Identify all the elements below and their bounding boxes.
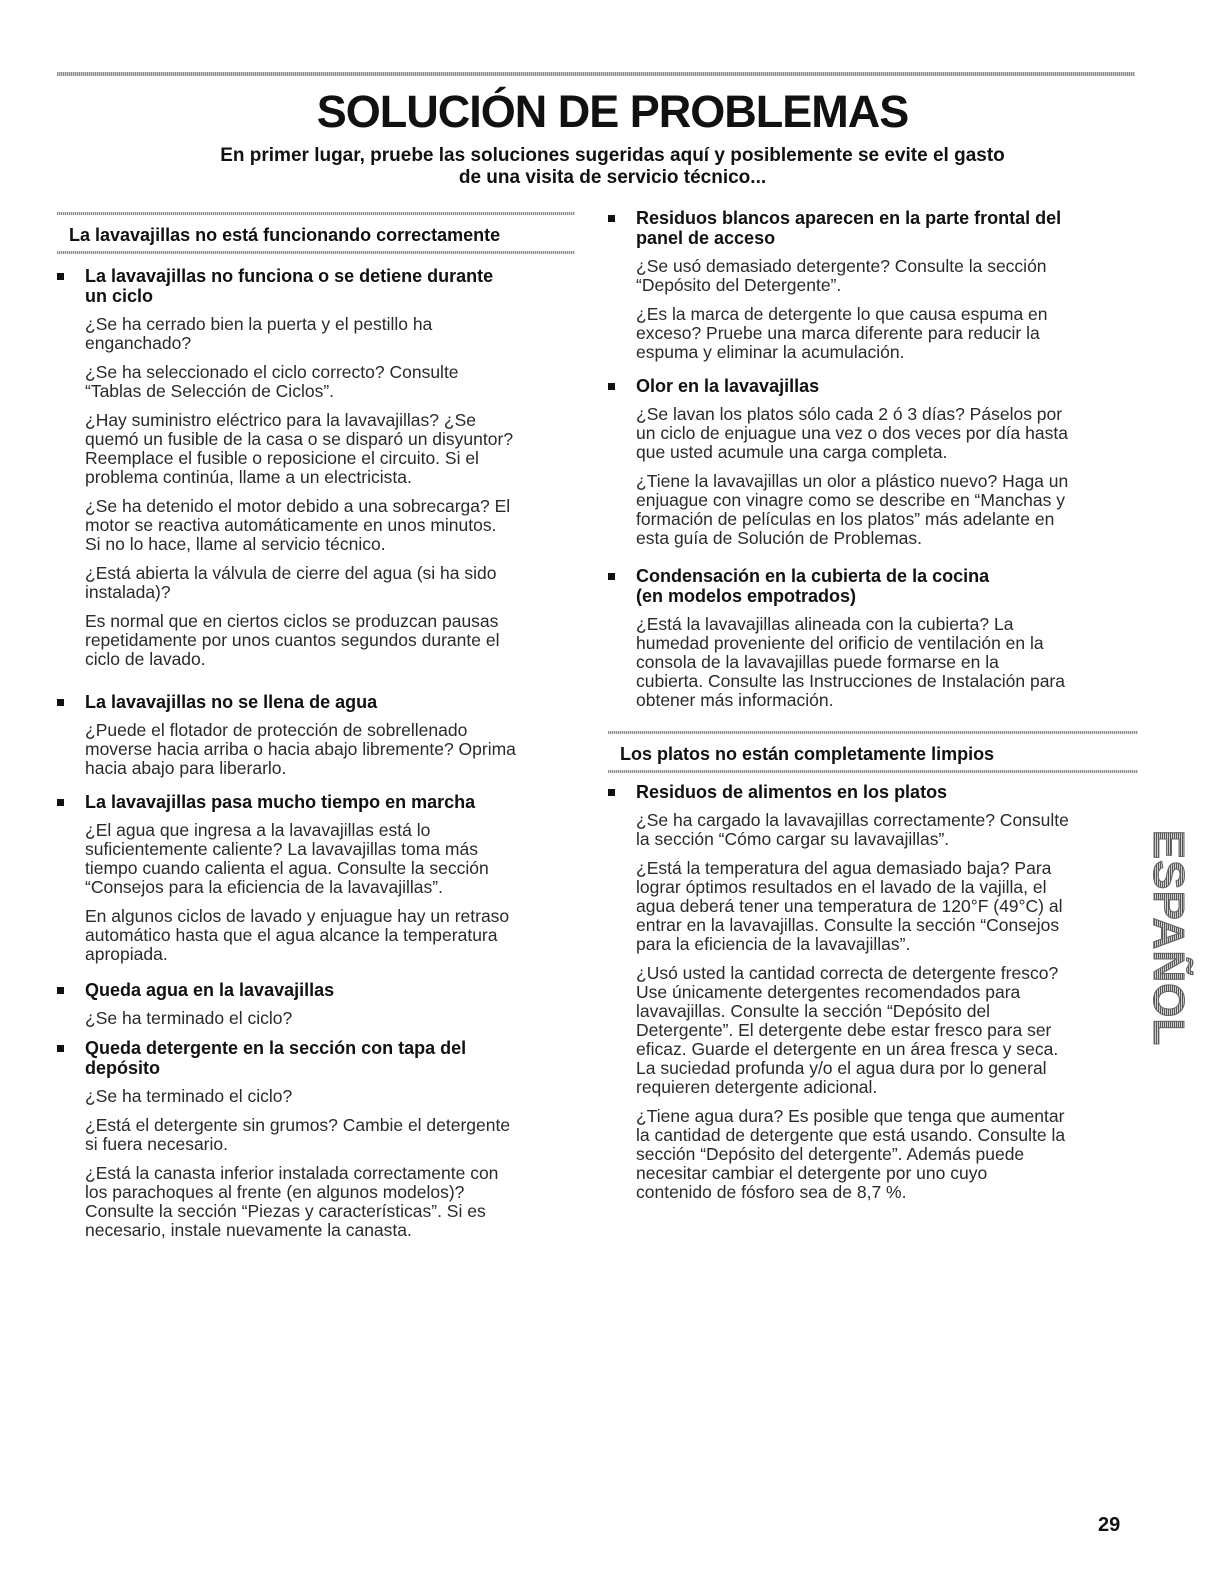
text-line: que usted acumule una carga completa.	[636, 442, 948, 462]
heading-line: Queda detergente en la sección con tapa del	[85, 1038, 467, 1058]
text-line: ¿Tiene agua dura? Es posible que tenga que aumentar	[636, 1106, 1065, 1126]
text-line: un ciclo de enjuague una vez o dos veces por día hasta	[636, 423, 1068, 443]
problem-heading	[85, 980, 575, 1000]
bullet-icon	[57, 799, 64, 806]
text-line: ¿Se lavan los platos sólo cada 2 ó 3 días? Páselos por	[636, 404, 1063, 424]
section-header	[608, 731, 1138, 773]
text-line: ¿Se ha cerrado bien la puerta y el pestillo ha	[85, 314, 433, 334]
bullet-icon	[57, 273, 64, 280]
problem-heading	[85, 692, 575, 712]
problem-item	[608, 376, 1138, 548]
text-line: Reemplace el fusible o reposicione el circuito. Si el	[85, 448, 479, 468]
text-line: consola de la lavavajillas puede formarse en la	[636, 652, 999, 672]
text-line: lavavajillas. Consulte la sección “Depósito del	[636, 1001, 991, 1021]
text-line: apropiada.	[85, 944, 168, 964]
problem-paragraph	[636, 472, 1138, 548]
text-line: “Consejos para la eficiencia de la lavavajillas”.	[85, 877, 443, 897]
problem-paragraph	[85, 411, 575, 487]
text-line: ¿Está la lavavajillas alineada con la cubierta? La	[636, 614, 1014, 634]
text-line: En algunos ciclos de lavado y enjuague hay un retraso	[85, 906, 510, 926]
text-line: tiempo cuando calienta el agua. Consulte la sección	[85, 858, 489, 878]
text-line: suficientemente caliente? La lavavajillas toma más	[85, 839, 478, 859]
text-line: ¿Se usó demasiado detergente? Consulte la sección	[636, 256, 1047, 276]
text-line: obtener más información.	[636, 690, 834, 710]
text-line: motor se reactiva automáticamente en unos minutos.	[85, 515, 497, 535]
problem-paragraph	[636, 811, 1138, 849]
problem-heading	[636, 782, 1138, 802]
problem-item	[608, 782, 1138, 1202]
problem-heading	[85, 792, 575, 812]
problem-heading	[636, 208, 1138, 248]
problem-paragraph	[85, 612, 575, 669]
problem-paragraph	[636, 964, 1138, 1097]
text-line: enjuague con vinagre como se describe en “Manchas y	[636, 490, 1065, 510]
text-line: quemó un fusible de la casa o se disparó un disyuntor?	[85, 429, 514, 449]
language-side-tab	[1143, 830, 1193, 1046]
problem-heading	[636, 566, 1138, 606]
page-number: 29	[1098, 1514, 1121, 1536]
section-title: Los platos no están completamente limpios	[620, 744, 995, 764]
problem-paragraph	[636, 859, 1138, 954]
problem-paragraph	[85, 564, 575, 602]
text-line: eficaz. Guarde el detergente en un área fresca y seca.	[636, 1039, 1059, 1059]
text-line: ¿Está la temperatura del agua demasiado baja? Para	[636, 858, 1052, 878]
text-line: ciclo de lavado.	[85, 649, 206, 669]
problem-paragraph	[85, 315, 575, 353]
text-line: ¿Hay suministro eléctrico para la lavavajillas? ¿Se	[85, 410, 476, 430]
section-rule	[608, 770, 1138, 773]
text-line: lograr óptimos resultados en el lavado de la vajilla, el	[636, 877, 1047, 897]
problem-item	[57, 266, 575, 669]
text-line: si fuera necesario.	[85, 1134, 228, 1154]
problem-paragraph	[636, 305, 1138, 362]
problem-item	[57, 692, 575, 778]
problem-paragraph	[636, 1107, 1138, 1202]
text-line: “Tablas de Selección de Ciclos”.	[85, 381, 335, 401]
heading-line: Residuos blancos aparecen en la parte frontal del	[636, 208, 1062, 228]
text-line: ¿Se ha detenido el motor debido a una sobrecarga? El	[85, 496, 511, 516]
text-line: repetidamente por unos cuantos segundos durante el	[85, 630, 500, 650]
text-line: ¿Se ha seleccionado el ciclo correcto? Consulte	[85, 362, 459, 382]
text-line: Detergente”. El detergente debe estar fresco para ser	[636, 1020, 1052, 1040]
text-line: necesitar cambiar el detergente por uno cuyo	[636, 1163, 988, 1183]
text-line: Es normal que en ciertos ciclos se produzcan pausas	[85, 611, 499, 631]
section-title: La lavavajillas no está funcionando correctamente	[69, 225, 501, 245]
text-line: ¿Está el detergente sin grumos? Cambie el detergente	[85, 1115, 511, 1135]
heading-line: Olor en la lavavajillas	[636, 376, 820, 396]
text-line: la cantidad de detergente que está usando. Consulte la	[636, 1125, 1066, 1145]
text-line: problema continúa, llame a un electricista.	[85, 467, 412, 487]
problem-item	[57, 1038, 575, 1240]
text-line: automático hasta que el agua alcance la temperatura	[85, 925, 498, 945]
heading-line: Residuos de alimentos en los platos	[636, 782, 948, 802]
heading-line: (en modelos empotrados)	[636, 586, 857, 606]
page-subtitle	[100, 145, 1125, 189]
subtitle-line: de una visita de servicio técnico...	[458, 167, 767, 188]
problem-heading	[85, 266, 575, 306]
text-line: ¿Se ha terminado el ciclo?	[85, 1086, 293, 1106]
problem-paragraph	[636, 615, 1138, 710]
text-line: La suciedad profunda y/o el agua dura por lo general	[636, 1058, 1047, 1078]
heading-line: Condensación en la cubierta de la cocina	[636, 566, 990, 586]
text-line: formación de películas en los platos” más adelante en	[636, 509, 1055, 529]
text-line: entrar en la lavavajillas. Consulte la sección “Consejos	[636, 915, 1060, 935]
problem-paragraph	[85, 1164, 575, 1240]
bullet-icon	[57, 987, 64, 994]
text-line: ¿Tiene la lavavajillas un olor a plástico nuevo? Haga un	[636, 471, 1069, 491]
problem-paragraph	[85, 907, 575, 964]
text-line: espuma y eliminar la acumulación.	[636, 342, 905, 362]
text-line: esta guía de Solución de Problemas.	[636, 528, 923, 548]
problem-paragraph	[85, 497, 575, 554]
text-line: ¿Usó usted la cantidad correcta de detergente fresco?	[636, 963, 1059, 983]
bullet-icon	[608, 573, 615, 580]
problem-item	[608, 566, 1138, 710]
bullet-icon	[608, 789, 615, 796]
text-line: humedad proveniente del orificio de ventilación en la	[636, 633, 1044, 653]
problem-heading	[85, 1038, 575, 1078]
text-line: ¿Se ha terminado el ciclo?	[85, 1008, 293, 1028]
problem-paragraph	[85, 1087, 575, 1106]
problem-paragraph	[85, 1116, 575, 1154]
text-line: “Depósito del Detergente”.	[636, 275, 842, 295]
text-line: cubierta. Consulte las Instrucciones de Instalación para	[636, 671, 1065, 691]
bullet-icon	[608, 215, 615, 222]
text-line: agua deberá tener una temperatura de 120°F (49°C) al	[636, 896, 1063, 916]
text-line: los parachoques al frente (en algunos modelos)?	[85, 1182, 465, 1202]
problem-paragraph	[85, 1009, 575, 1028]
problem-item	[57, 980, 575, 1028]
section-rule	[57, 251, 575, 254]
heading-line: La lavavajillas no funciona o se detiene durante	[85, 266, 494, 286]
text-line: ¿Está la canasta inferior instalada correctamente con	[85, 1163, 499, 1183]
heading-line: panel de acceso	[636, 228, 776, 248]
text-line: instalada)?	[85, 582, 171, 602]
text-line: necesario, instale nuevamente la canasta.	[85, 1220, 412, 1240]
problem-heading	[636, 376, 1138, 396]
text-line: la sección “Cómo cargar su lavavajillas”.	[636, 829, 950, 849]
subtitle-line: En primer lugar, pruebe las soluciones sugeridas aquí y posiblemente se evite el gasto	[220, 145, 1005, 166]
bullet-icon	[608, 383, 615, 390]
text-line: Si no lo hace, llame al servicio técnico.	[85, 534, 386, 554]
text-line: ¿Está abierta la válvula de cierre del agua (si ha sido	[85, 563, 497, 583]
problem-paragraph	[85, 721, 575, 778]
problem-item	[57, 792, 575, 964]
text-line: requieren detergente adicional.	[636, 1077, 878, 1097]
bullet-icon	[57, 699, 64, 706]
problem-paragraph	[85, 821, 575, 897]
text-line: ¿El agua que ingresa a la lavavajillas está lo	[85, 820, 431, 840]
text-line: hacia abajo para liberarlo.	[85, 758, 287, 778]
text-line: ¿Se ha cargado la lavavajillas correctamente? Consulte	[636, 810, 1069, 830]
page-title: SOLUCIÓN DE PROBLEMAS	[316, 86, 909, 137]
text-line: Use únicamente detergentes recomendados para	[636, 982, 1021, 1002]
heading-line: La lavavajillas pasa mucho tiempo en marcha	[85, 792, 476, 812]
text-line: ¿Es la marca de detergente lo que causa espuma en	[636, 304, 1048, 324]
side-tab-label: ESPAÑOL	[1144, 829, 1193, 1047]
text-line: exceso? Pruebe una marca diferente para reducir la	[636, 323, 1040, 343]
text-line: sección “Depósito del detergente”. Además puede	[636, 1144, 1025, 1164]
problem-paragraph	[636, 257, 1138, 295]
top-rule	[57, 72, 1135, 76]
section-header	[57, 212, 575, 254]
heading-line: La lavavajillas no se llena de agua	[85, 692, 378, 712]
text-line: enganchado?	[85, 333, 192, 353]
heading-line: un ciclo	[85, 286, 154, 306]
text-line: moverse hacia arriba o hacia abajo libremente? Oprima	[85, 739, 516, 759]
problem-item	[608, 208, 1138, 362]
heading-line: Queda agua en la lavavajillas	[85, 980, 335, 1000]
text-line: ¿Puede el flotador de protección de sobrellenado	[85, 720, 468, 740]
problem-paragraph	[636, 405, 1138, 462]
text-line: contenido de fósforo sea de 8,7 %.	[636, 1182, 907, 1202]
bullet-icon	[57, 1045, 64, 1052]
problem-paragraph	[85, 363, 575, 401]
text-line: Consulte la sección “Piezas y características”. Si es	[85, 1201, 486, 1221]
heading-line: depósito	[85, 1058, 160, 1078]
text-line: para la eficiencia de la lavavajillas”.	[636, 934, 911, 954]
